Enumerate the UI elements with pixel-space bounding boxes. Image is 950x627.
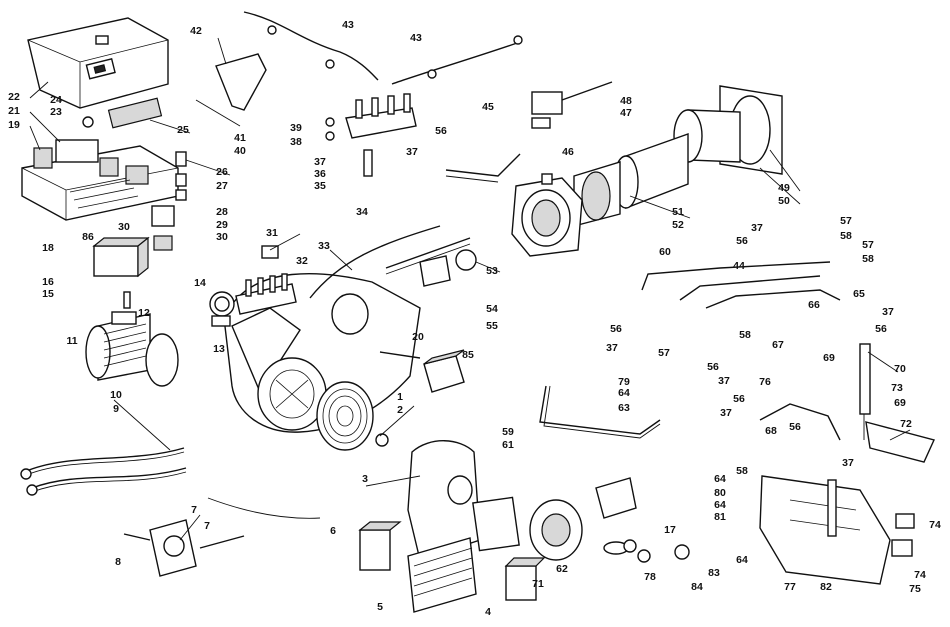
part-callout-58: 58 (840, 230, 852, 242)
photocell-connector (532, 82, 612, 128)
part-callout-27: 27 (216, 180, 228, 192)
control-box-cover (28, 18, 168, 108)
part-callout-80: 80 (714, 487, 726, 499)
part-callout-52: 52 (672, 219, 684, 231)
electrode-terminal-block (326, 94, 416, 176)
part-callout-56: 56 (610, 323, 622, 335)
part-callout-70: 70 (894, 363, 906, 375)
part-callout-56: 56 (789, 421, 801, 433)
part-callout-39: 39 (290, 122, 302, 134)
part-callout-46: 46 (562, 146, 574, 158)
part-callout-64: 64 (618, 387, 630, 399)
part-callout-44: 44 (733, 260, 745, 272)
part-callout-86: 86 (82, 231, 94, 243)
part-callout-20: 20 (412, 331, 424, 343)
oil-pipework (540, 262, 870, 440)
part-callout-50: 50 (778, 195, 790, 207)
part-callout-63: 63 (618, 402, 630, 414)
part-callout-37: 37 (842, 457, 854, 469)
part-callout-7: 7 (191, 504, 197, 516)
part-callout-4: 4 (485, 606, 491, 618)
part-callout-56: 56 (707, 361, 719, 373)
part-callout-57: 57 (862, 239, 874, 251)
part-callout-76: 76 (759, 376, 771, 388)
part-callout-36: 36 (314, 168, 326, 180)
part-callout-83: 83 (708, 567, 720, 579)
part-callout-38: 38 (290, 136, 302, 148)
part-callout-48: 48 (620, 95, 632, 107)
part-callout-45: 45 (482, 101, 494, 113)
part-callout-57: 57 (840, 215, 852, 227)
part-callout-60: 60 (659, 246, 671, 258)
part-callout-74: 74 (914, 569, 926, 581)
part-callout-23: 23 (50, 106, 62, 118)
part-callout-31: 31 (266, 227, 278, 239)
ignition-transformer (94, 238, 148, 308)
part-callout-65: 65 (853, 288, 865, 300)
part-callout-64: 64 (714, 499, 726, 511)
part-callout-17: 17 (664, 524, 676, 536)
part-callout-82: 82 (820, 581, 832, 593)
part-callout-49: 49 (778, 182, 790, 194)
part-callout-37: 37 (606, 342, 618, 354)
part-callout-56: 56 (733, 393, 745, 405)
part-callout-72: 72 (900, 418, 912, 430)
part-callout-54: 54 (486, 303, 498, 315)
part-callout-15: 15 (42, 288, 54, 300)
part-callout-67: 67 (772, 339, 784, 351)
part-callout-21: 21 (8, 105, 20, 117)
part-callout-85: 85 (462, 349, 474, 361)
part-callout-61: 61 (502, 439, 514, 451)
part-callout-66: 66 (808, 299, 820, 311)
fan-motor (86, 312, 178, 386)
part-callout-69: 69 (894, 397, 906, 409)
part-callout-37: 37 (718, 375, 730, 387)
part-callout-57: 57 (658, 347, 670, 359)
part-callout-37: 37 (314, 156, 326, 168)
capacitor-box (360, 522, 400, 570)
part-callout-1: 1 (397, 391, 403, 403)
part-callout-37: 37 (882, 306, 894, 318)
part-callout-74: 74 (929, 519, 941, 531)
part-callout-58: 58 (739, 329, 751, 341)
part-callout-59: 59 (502, 426, 514, 438)
part-callout-51: 51 (672, 206, 684, 218)
part-callout-25: 25 (177, 124, 189, 136)
part-callout-37: 37 (751, 222, 763, 234)
pressure-gauge (210, 292, 234, 326)
part-callout-81: 81 (714, 511, 726, 523)
part-callout-8: 8 (115, 556, 121, 568)
part-callout-37: 37 (720, 407, 732, 419)
part-callout-34: 34 (356, 206, 368, 218)
part-callout-84: 84 (691, 581, 703, 593)
part-callout-64: 64 (714, 473, 726, 485)
part-callout-78: 78 (644, 571, 656, 583)
valve-block (760, 422, 934, 584)
part-callout-62: 62 (556, 563, 568, 575)
part-callout-3: 3 (362, 473, 368, 485)
part-callout-79: 79 (618, 376, 630, 388)
part-callout-35: 35 (314, 180, 326, 192)
part-callout-12: 12 (138, 307, 150, 319)
part-callout-19: 19 (8, 119, 20, 131)
oil-pump (124, 498, 320, 576)
part-callout-69: 69 (823, 352, 835, 364)
part-callout-58: 58 (862, 253, 874, 265)
part-callout-29: 29 (216, 219, 228, 231)
part-callout-77: 77 (784, 581, 796, 593)
part-callout-56: 56 (435, 125, 447, 137)
part-callout-71: 71 (532, 578, 544, 590)
part-callout-26: 26 (216, 166, 228, 178)
part-callout-6: 6 (330, 525, 336, 537)
part-callout-64: 64 (736, 554, 748, 566)
flexible-oil-hoses (21, 448, 186, 495)
part-callout-41: 41 (234, 132, 246, 144)
part-callout-58: 58 (736, 465, 748, 477)
part-callout-68: 68 (765, 425, 777, 437)
part-callout-30: 30 (118, 221, 130, 233)
part-callout-11: 11 (66, 335, 78, 347)
part-callout-40: 40 (234, 145, 246, 157)
part-callout-5: 5 (377, 601, 383, 613)
part-callout-2: 2 (397, 404, 403, 416)
part-callout-28: 28 (216, 206, 228, 218)
burner-mounting-flange (512, 174, 582, 256)
part-callout-56: 56 (875, 323, 887, 335)
part-callout-55: 55 (486, 320, 498, 332)
part-callout-73: 73 (891, 382, 903, 394)
part-callout-43: 43 (342, 19, 354, 31)
damper-linkage-rod (446, 154, 520, 182)
part-callout-24: 24 (50, 94, 62, 106)
pump-motor-coupling (530, 478, 636, 560)
part-callout-16: 16 (42, 276, 54, 288)
part-callout-9: 9 (113, 403, 119, 415)
part-callout-13: 13 (213, 343, 225, 355)
part-callout-47: 47 (620, 107, 632, 119)
part-callout-18: 18 (42, 242, 54, 254)
part-callout-43: 43 (410, 32, 422, 44)
part-callout-53: 53 (486, 265, 498, 277)
part-callout-33: 33 (318, 240, 330, 252)
part-callout-22: 22 (8, 91, 20, 103)
blast-tube-assembly (574, 86, 782, 226)
part-callout-10: 10 (110, 389, 122, 401)
part-callout-14: 14 (194, 277, 206, 289)
part-callout-7: 7 (204, 520, 210, 532)
part-callout-42: 42 (190, 25, 202, 37)
part-callout-37: 37 (406, 146, 418, 158)
part-callout-56: 56 (736, 235, 748, 247)
part-callout-32: 32 (296, 255, 308, 267)
part-callout-30: 30 (216, 231, 228, 243)
part-callout-75: 75 (909, 583, 921, 595)
